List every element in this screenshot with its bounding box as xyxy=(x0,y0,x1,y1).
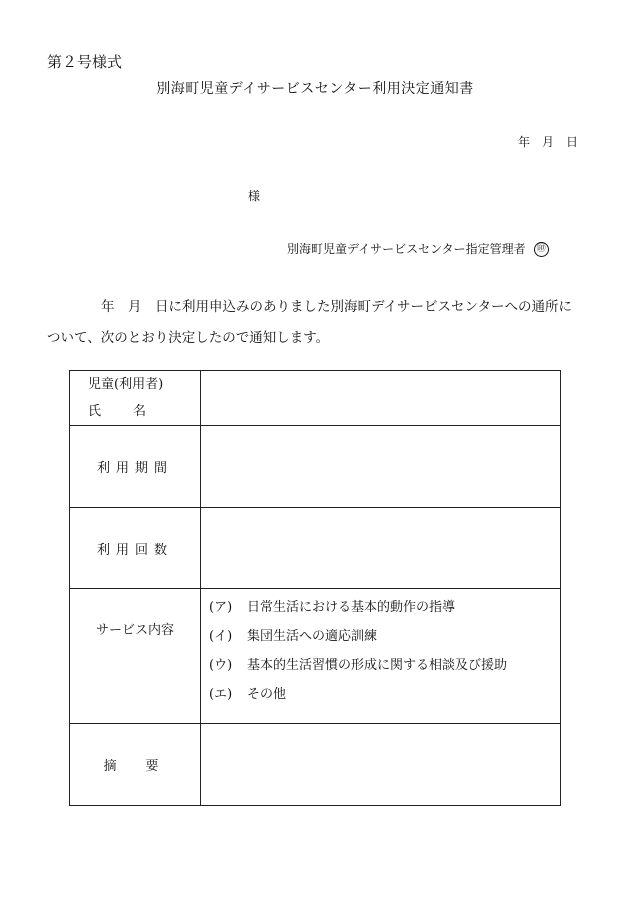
list-item xyxy=(209,680,552,709)
service-text: 日常生活における基本的動作の指導 xyxy=(247,600,456,615)
document-title: 別海町児童デイサービスセンター利用決定通知書 xyxy=(156,81,474,97)
service-mark: (ア) xyxy=(209,600,233,615)
table-row-period xyxy=(70,426,561,508)
period-label: 利用期間 xyxy=(70,426,201,508)
service-list xyxy=(201,589,561,724)
list-item xyxy=(209,651,552,680)
decision-table xyxy=(69,370,561,806)
table-row-remarks xyxy=(70,724,561,806)
service-mark: (ウ) xyxy=(209,658,233,673)
list-item xyxy=(209,622,552,651)
seal-icon: ㊞ xyxy=(534,242,549,257)
child-name-label-line2: 氏 名 xyxy=(88,404,149,419)
service-text: 基本的生活習慣の形成に関する相談及び援助 xyxy=(247,658,508,673)
list-item xyxy=(209,593,552,622)
service-text: 集団生活への適応訓練 xyxy=(247,629,378,644)
table-row-service xyxy=(70,589,561,724)
count-value xyxy=(201,508,561,589)
body-text: 年 月 日に利用申込みのありました別海町デイサービスセンターへの通所について、次のとおり決定したので通知します。 xyxy=(47,299,573,346)
sender-block xyxy=(287,240,549,257)
child-name-value xyxy=(201,371,561,426)
service-mark: (エ) xyxy=(209,687,233,702)
table-row-child-name xyxy=(70,371,561,426)
remarks-label: 摘 要 xyxy=(70,724,201,806)
service-label: サービス内容 xyxy=(70,589,201,724)
child-name-label xyxy=(70,371,201,426)
period-value xyxy=(201,426,561,508)
form-number: 第２号様式 xyxy=(47,53,123,71)
service-mark: (イ) xyxy=(209,629,233,644)
table-row-count xyxy=(70,508,561,589)
sender-name: 別海町児童デイサービスセンター指定管理者 xyxy=(287,242,526,256)
remarks-value xyxy=(201,724,561,806)
count-label: 利用回数 xyxy=(70,508,201,589)
service-text: その他 xyxy=(247,687,287,702)
child-name-label-line1: 児童(利用者) xyxy=(88,377,164,392)
date-line: 年 月 日 xyxy=(517,135,578,149)
addressee-suffix: 様 xyxy=(248,189,261,203)
